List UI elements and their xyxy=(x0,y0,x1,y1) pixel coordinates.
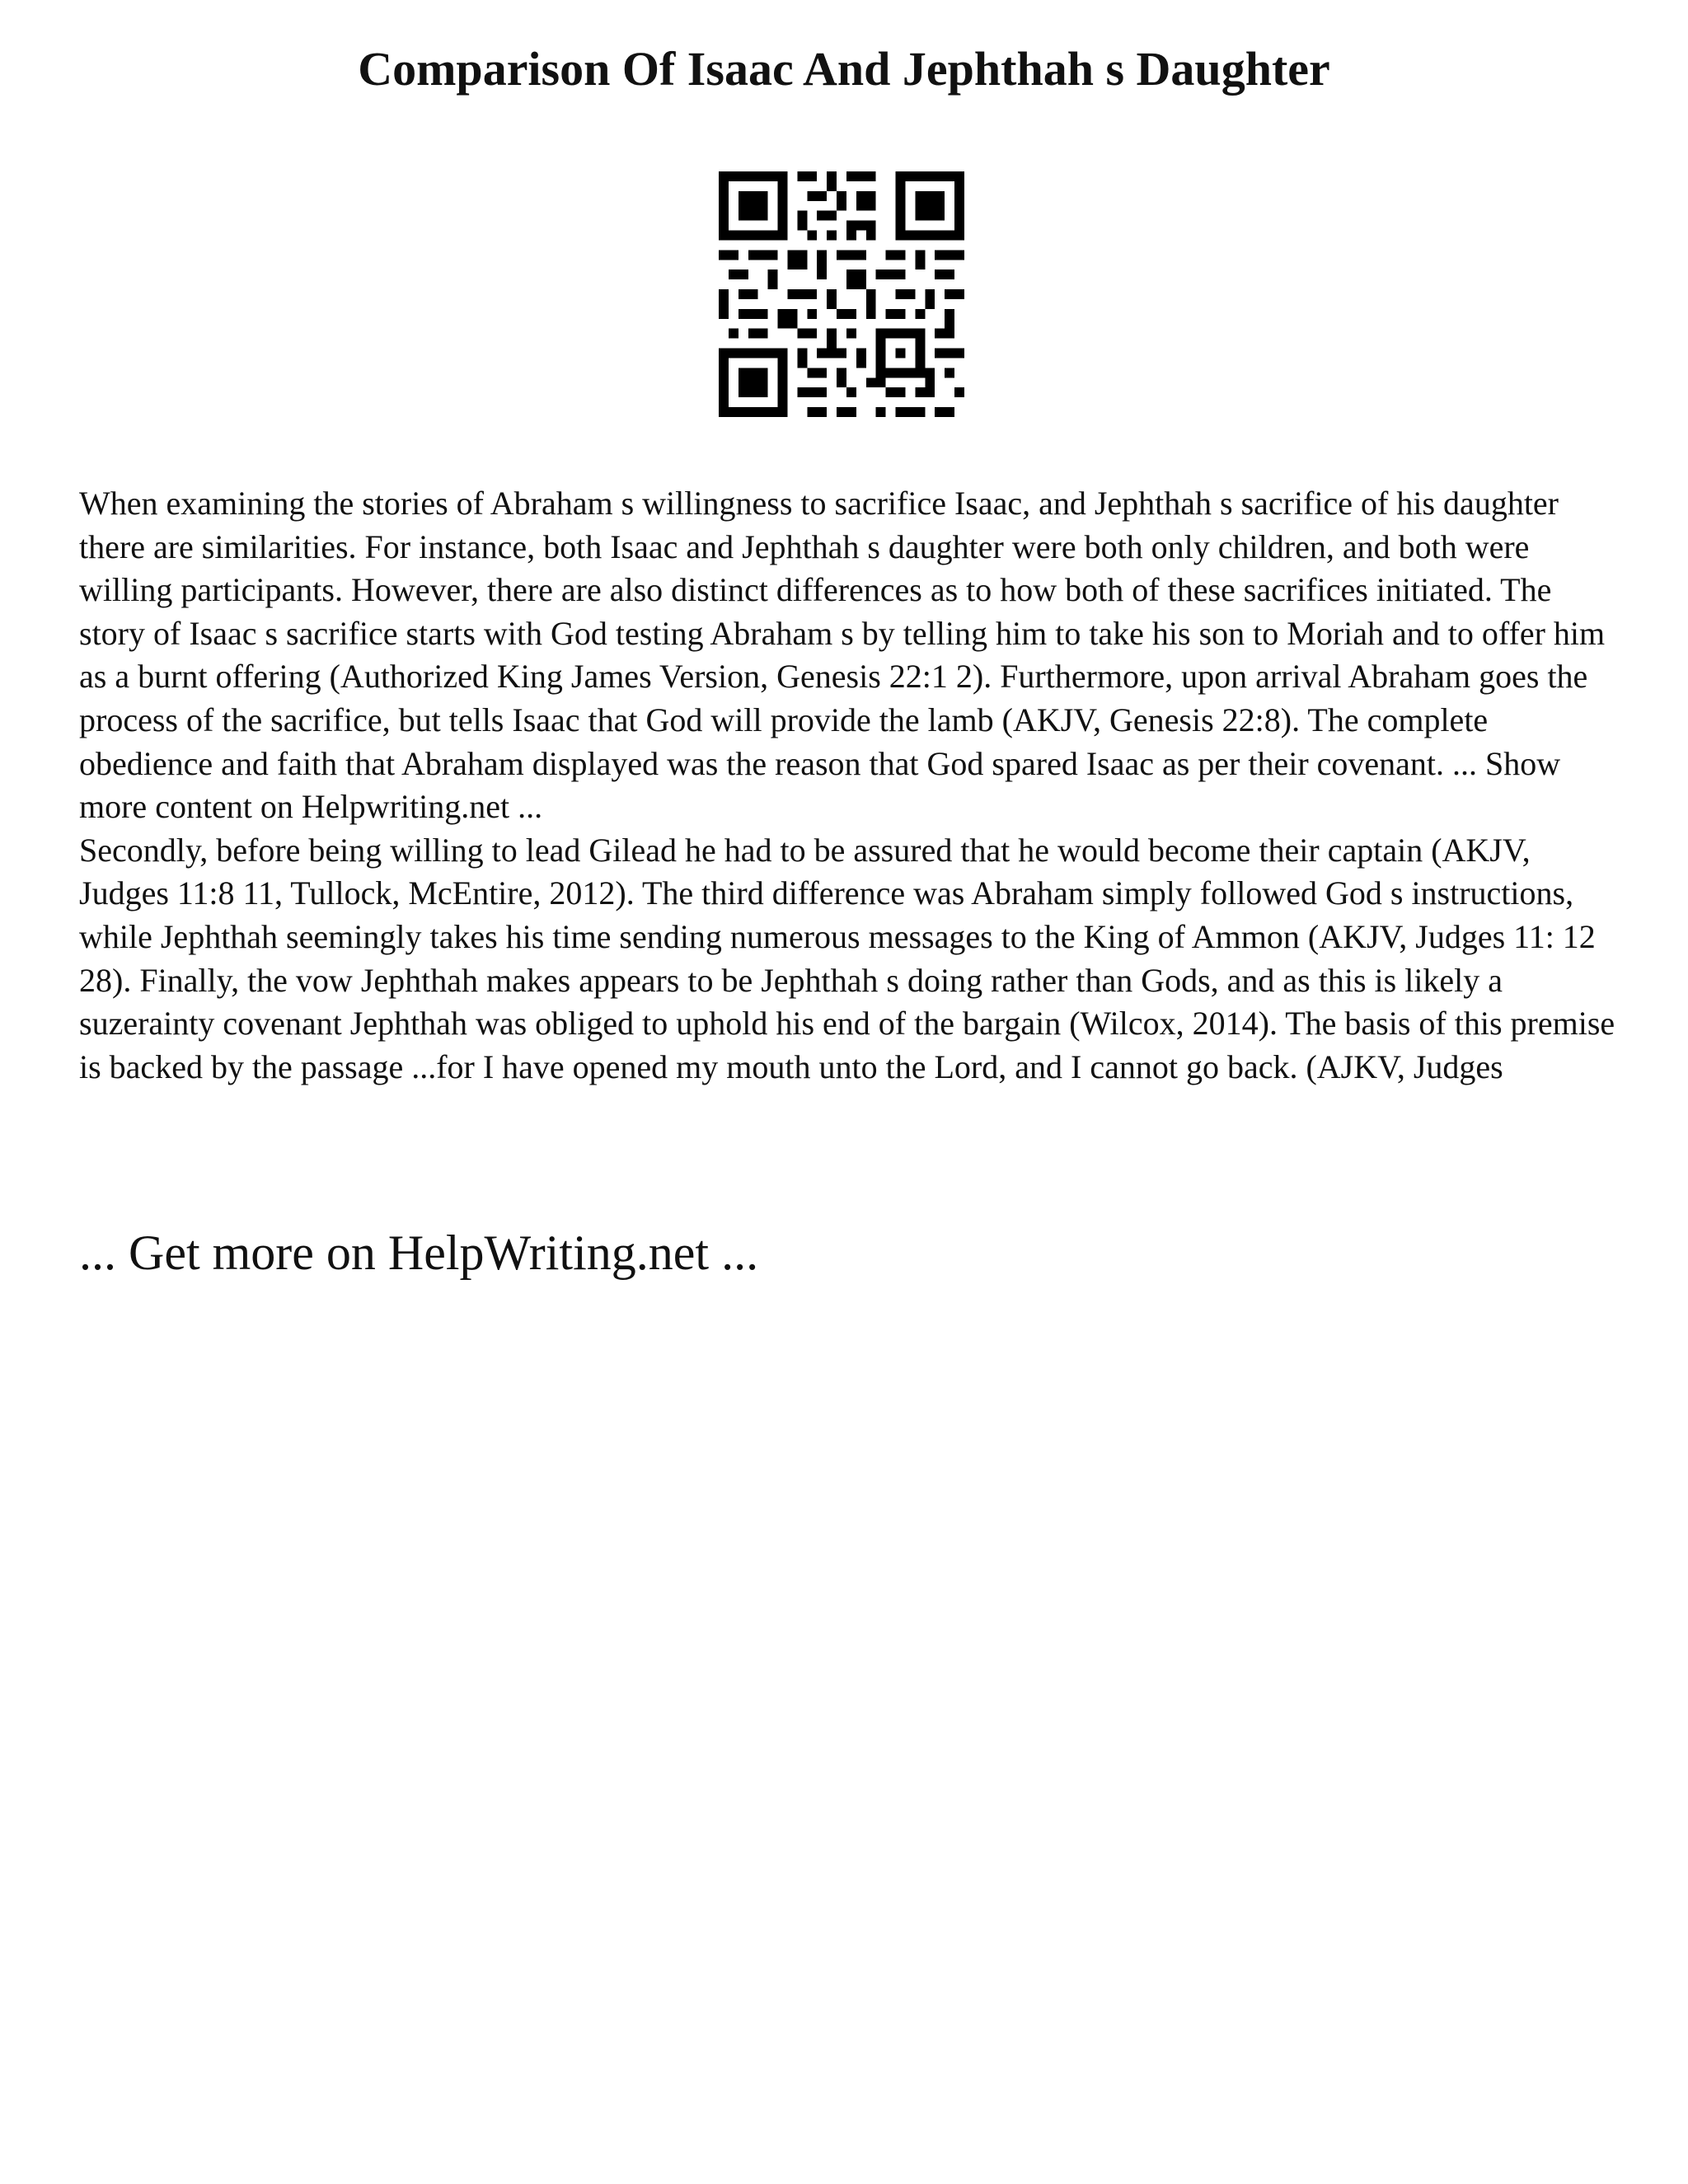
qr-code-icon[interactable] xyxy=(719,171,964,417)
get-more-link[interactable]: ... Get more on HelpWriting.net ... xyxy=(79,1226,759,1280)
qr-code-graphic xyxy=(719,171,964,417)
document-title: Comparison Of Isaac And Jephthah s Daughter xyxy=(358,42,1330,96)
body-paragraph: When examining the stories of Abraham s willingness to sacrifice Isaac, and Jephthah s sacrifice of his daughter there are similarities. For instance, both Isaac and Jephthah s daughter were both only children, and both were willing participants. However, there are also distinct differences as to how both of these sacrifices initiated. The story of Isaac s sacrifice starts with God testing Abraham s by telling him to take his son to Moriah and to offer him as a burnt offering (Authorized King James Version, Genesis 22:1 2). Furthermore, upon arrival Abraham goes the process of the sacrifice, but tells Isaac that God will provide the lamb (AKJV, Genesis 22:8). The complete obedience and faith that Abraham displayed was the reason that God spared Isaac as per their covenant. ... Show more content on Helpwriting.net ... xyxy=(79,485,1606,826)
body-paragraph: Secondly, before being willing to lead Gilead he had to be assured that he would become their captain (AKJV, Judges 11:8 11, Tullock, McEntire, 2012). The third difference was Abraham simply followed God s instructions, while Jephthah seemingly takes his time sending numerous messages to the King of Ammon (AKJV, Judges 11: 12 28). Finally, the vow Jephthah makes appears to be Jephthah s doing rather than Gods, and as this is likely a suzerainty covenant Jephthah was obliged to uphold his end of the bargain (Wilcox, 2014). The basis of this premise is backed by the passage ...for I have opened my mouth unto the Lord, and I cannot go back. (AJKV, Judges xyxy=(79,831,1615,1085)
document-body xyxy=(79,482,1620,1089)
